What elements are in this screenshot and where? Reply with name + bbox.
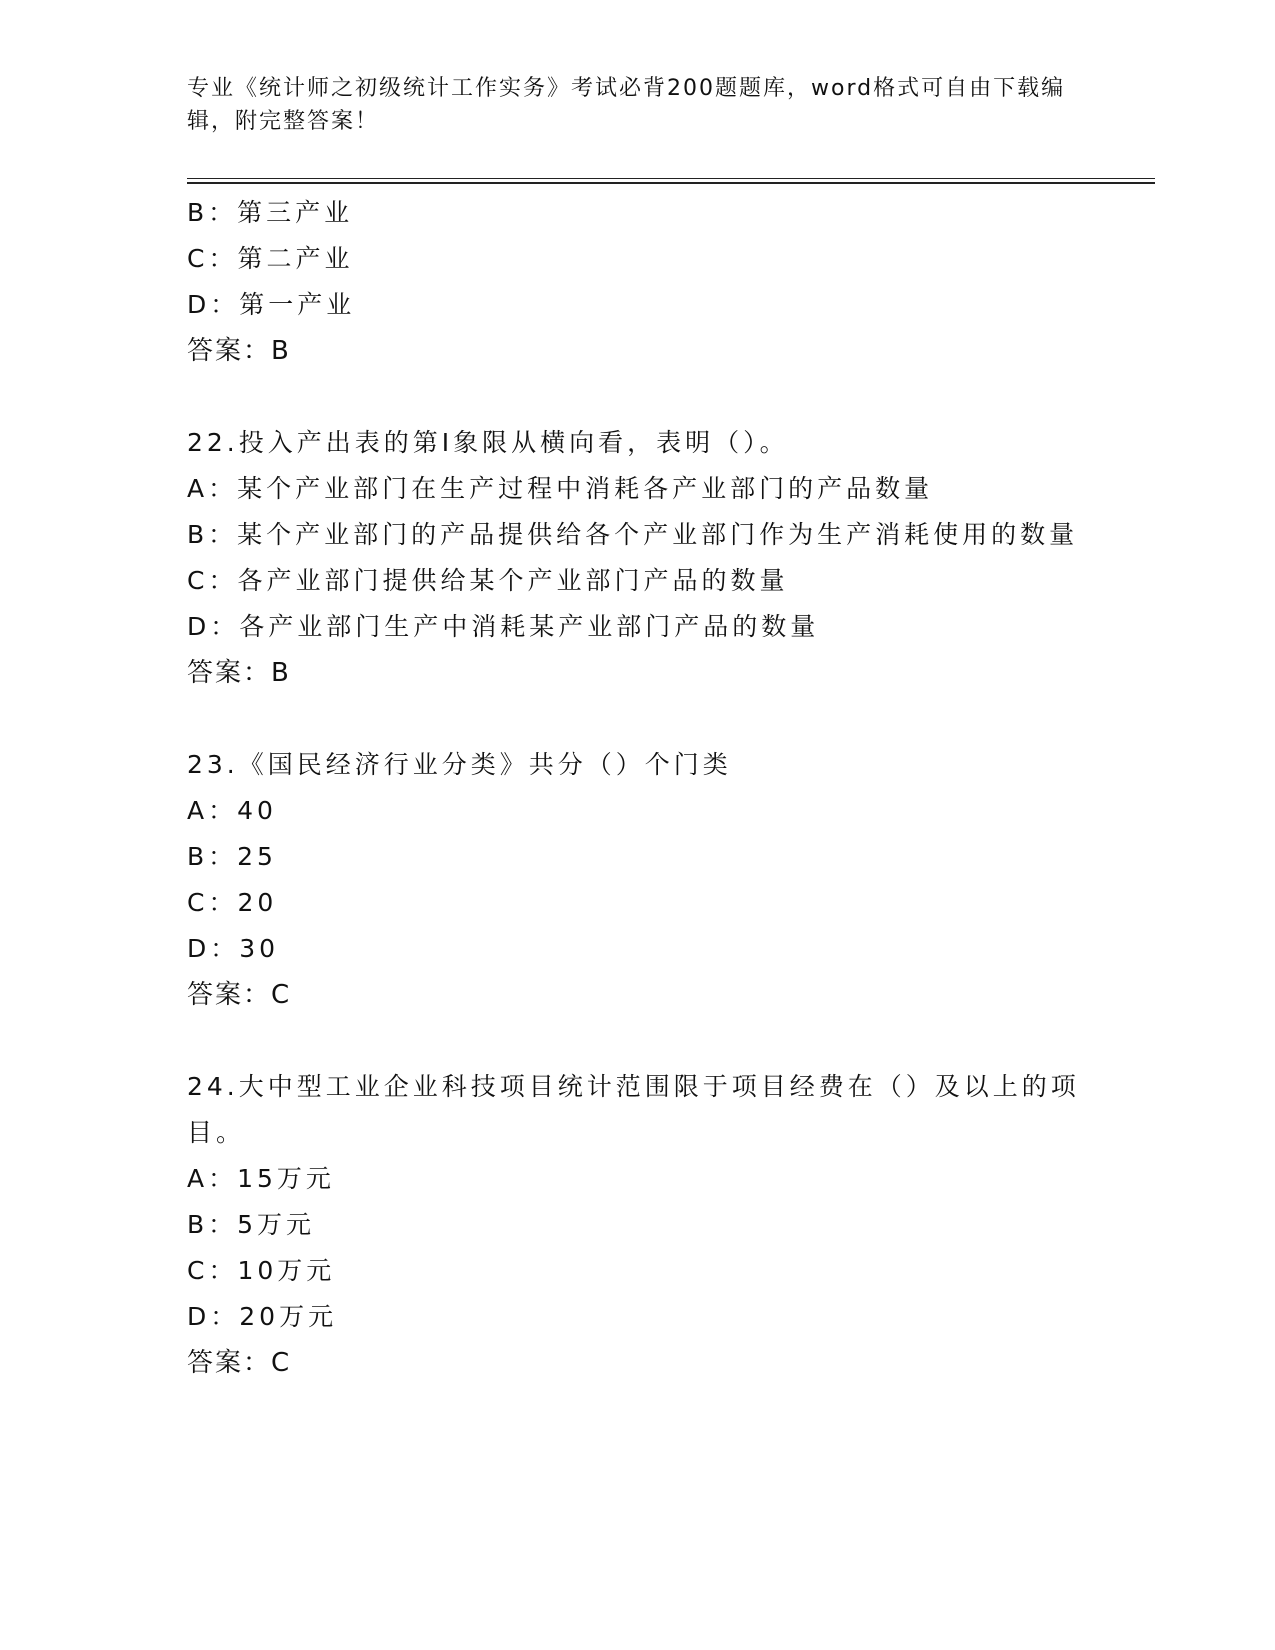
answer-line: 答案：C	[187, 980, 292, 1010]
question-block-prev	[187, 190, 1087, 374]
spacer	[187, 374, 1087, 420]
option-c: C：各产业部门提供给某个产业部门产品的数量	[187, 566, 789, 595]
option-d: D：20万元	[187, 1302, 338, 1331]
question-stem: 24.大中型工业企业科技项目统计范围限于项目经费在（）及以上的项目。	[187, 1072, 1080, 1147]
option-a: A：40	[187, 796, 277, 825]
answer-line: 答案：B	[187, 658, 291, 688]
option-a: A：15万元	[187, 1164, 335, 1193]
answer-line: 答案：B	[187, 336, 291, 366]
question-list	[187, 190, 1087, 1386]
option-c: C：10万元	[187, 1256, 336, 1285]
spacer	[187, 1018, 1087, 1064]
header-divider-thin	[187, 178, 1155, 179]
question-block-22	[187, 420, 1087, 696]
option-a: A：某个产业部门在生产过程中消耗各产业部门的产品数量	[187, 474, 934, 503]
page-header: 专业《统计师之初级统计工作实务》考试必背200题题库，word格式可自由下载编辑，附完整答案！	[187, 76, 1066, 134]
option-b: B：25	[187, 842, 277, 871]
option-d: D：各产业部门生产中消耗某产业部门产品的数量	[187, 612, 820, 641]
option-d: D：第一产业	[187, 290, 356, 319]
answer-line: 答案：C	[187, 1348, 292, 1378]
question-stem: 23.《国民经济行业分类》共分（）个门类	[187, 750, 732, 779]
option-b: B：某个产业部门的产品提供给各个产业部门作为生产消耗使用的数量	[187, 520, 1079, 549]
option-d: D：30	[187, 934, 280, 963]
option-c: C：20	[187, 888, 278, 917]
question-block-23	[187, 742, 1087, 1018]
option-b: B：第三产业	[187, 198, 354, 227]
option-c: C：第二产业	[187, 244, 354, 273]
question-block-24	[187, 1064, 1087, 1386]
spacer	[187, 696, 1087, 742]
question-stem: 22.投入产出表的第Ⅰ象限从横向看，表明（）。	[187, 428, 789, 457]
option-b: B：5万元	[187, 1210, 316, 1239]
header-divider-thick	[187, 182, 1155, 184]
